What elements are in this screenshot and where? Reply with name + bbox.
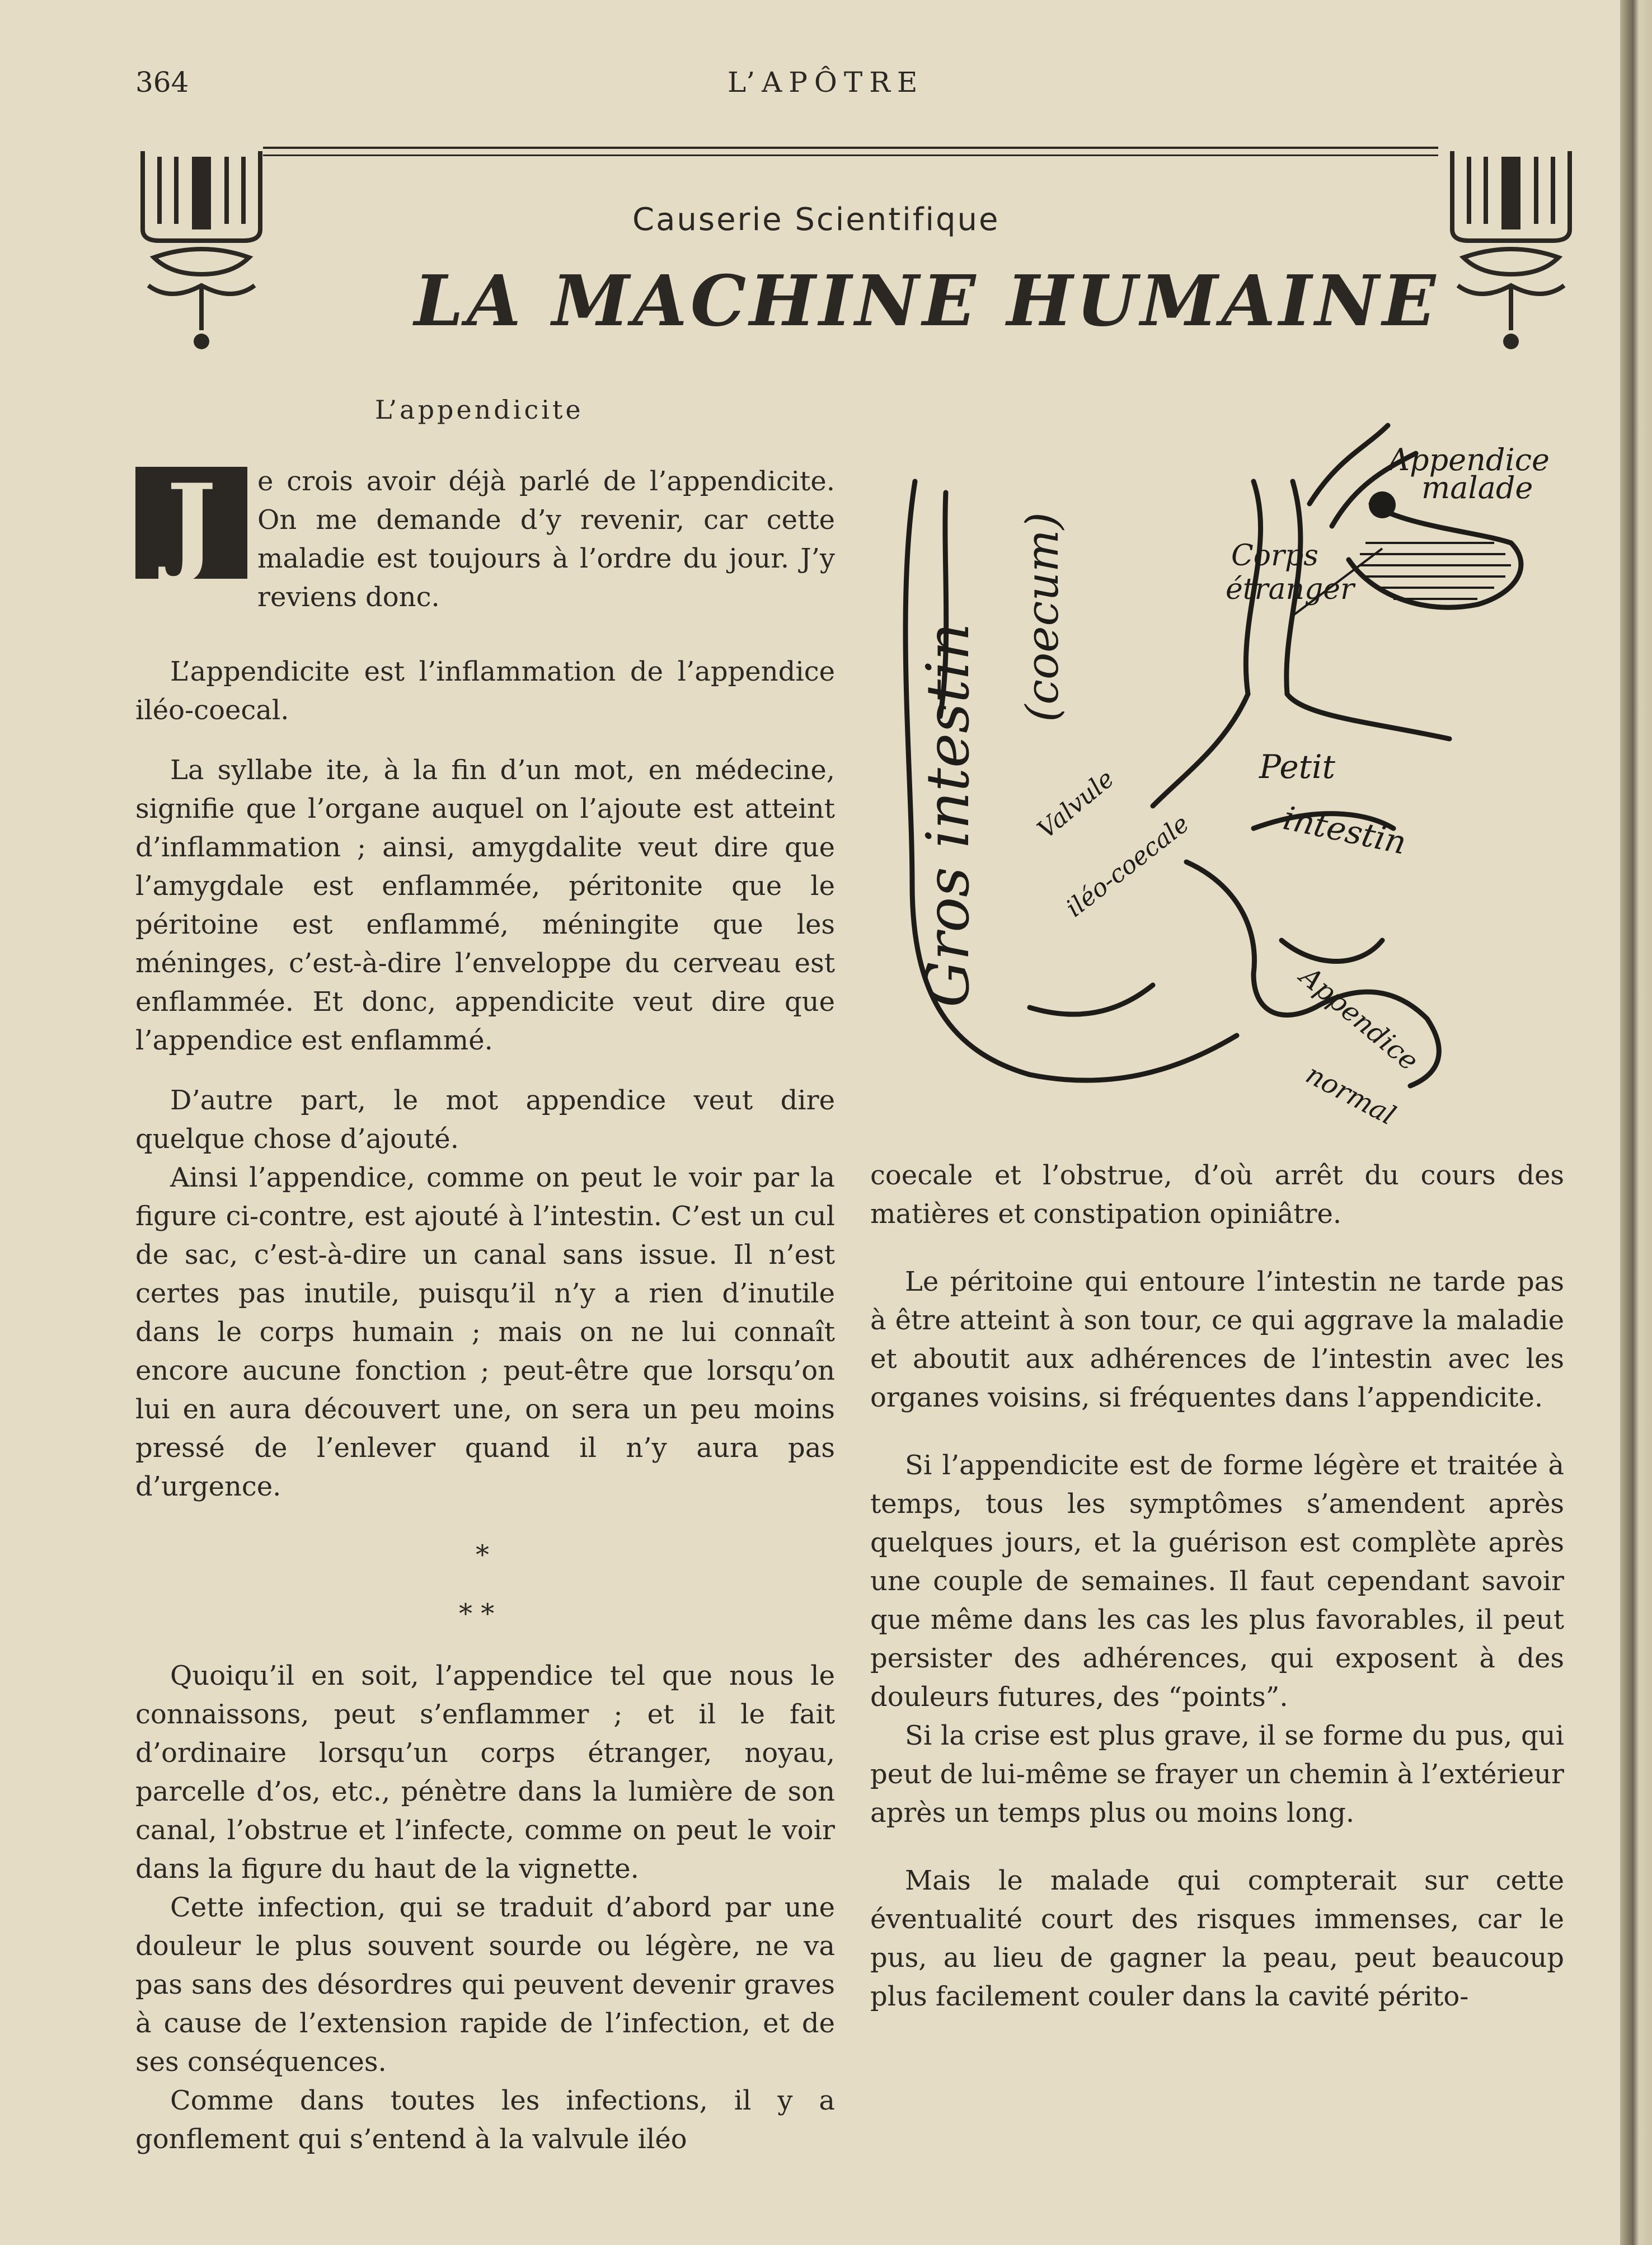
label-corps-2: étranger [1226,573,1354,606]
label-valvule-2: iléo-coecale [1060,809,1195,923]
page-number: 364 [135,66,189,99]
label-coecum: (coecum) [1016,512,1068,722]
asterism-bottom: * * [459,1598,495,1629]
kicker: Causerie Scientifique [632,201,1000,238]
paragraph: coecale et l’obstrue, d’où arrêt du cours des matières et constipation opiniâtre. [870,1160,1564,1230]
appendix-illustration [890,381,1550,1142]
paragraph: L’appendicite est l’inflammation de l’appendice iléo-coecal. [135,656,835,726]
ornament-left-icon [137,146,266,358]
section-title: L’appendicite [375,395,584,425]
left-column-lower [135,1657,835,2159]
paragraph-intro [135,462,835,617]
paragraph: Comme dans toutes les infections, il y a gonflement qui s’entend à la valvule iléo [135,2085,835,2155]
intro-text: e crois avoir déjà parlé de l’appendicite. On me demande d’y revenir, car cette maladie est toujours à l’ordre du jour. J’y reviens donc. [257,466,835,613]
running-title: L’APÔTRE [728,66,924,99]
label-appendice-normal-2: normal [1301,1058,1401,1132]
paragraph: Si l’appendicite est de forme légère et traitée à temps, tous les symptômes s’amendent après quelques jours, et la guérison est complète après une couple de semaines. Il faut cependant savoir que même dans les cas les plus favorables, il peut persister des adhérences, qui exposent à des douleurs futures, des “points”. [870,1450,1564,1713]
label-appendice-normal-1: Appendice [1294,960,1425,1077]
banner-rule [263,147,1438,156]
right-column [870,1156,1564,2016]
headline: LA MACHINE HUMAINE [414,260,1439,342]
page-edge [1620,0,1652,2245]
paragraph: Quoiqu’il en soit, l’appendice tel que nous le connaissons, peut s’enflammer ; et il le fait d’ordinaire lorsqu’un corps étranger, noyau, parcelle d’os, etc., pénètre dans la lumière de son canal, l’obstrue et l’infecte, comme on peut le voir dans la figure du haut de la vignette. [135,1660,835,1885]
paragraph: Ainsi l’appendice, comme on peut le voir par la figure ci-contre, est ajouté à l’intestin. C’est un cul de sac, c’est-à-dire un canal sans issue. Il n’est certes pas inutile, puisqu’il n’y a rien d’inutile dans le corps humain ; mais on ne lui connaît encore aucune fonction ; peut-être que lorsqu’on lui en aura découvert une, on sera un peu moins pressé de l’enlever quand il n’y aura pas d’urgence. [135,1162,835,1502]
label-corps-1: Corps [1231,539,1318,573]
label-valvule-1: Valvule [1032,764,1120,845]
paragraph: Cette infection, qui se traduit d’abord par une douleur le plus souvent sourde ou légère, ne va pas sans des désordres qui peuvent devenir graves à cause de l’extension rapide de l’infection, et de ses conséquences. [135,1892,835,2078]
label-appendice-malade-1: Appendice [1388,442,1550,477]
left-column [135,653,835,1506]
paragraph: Le péritoine qui entoure l’intestin ne tarde pas à être atteint à son tour, ce qui aggrave la maladie et aboutit aux adhérences de l’intestin avec les organes voisins, si fréquentes dans l’appendicite. [870,1266,1564,1413]
paragraph: Si la crise est plus grave, il se forme du pus, qui peut de lui-même se frayer un chemin à l’extérieur après un temps plus ou moins long. [870,1720,1564,1829]
label-appendice-malade-2: malade [1421,470,1533,505]
paragraph: Mais le malade qui compterait sur cette éventualité court des risques immenses, car le pus, au lieu de gagner la peau, peut beaucoup plus facilement couler dans la cavité périto- [870,1865,1564,2012]
ornament-right-icon [1447,146,1575,358]
asterism-top: * [476,1539,489,1571]
label-gros-intestin: Gros intestin [914,622,982,1007]
paragraph: D’autre part, le mot appendice veut dire quelque chose d’ajouté. [135,1085,835,1155]
label-petit-2: intestin [1280,799,1410,862]
dropcap: J [135,467,247,579]
paragraph: La syllabe ite, à la fin d’un mot, en médecine, signifie que l’organe auquel on l’ajoute est atteint d’inflammation ; ainsi, amygdalite veut dire que l’amygdale est enflammée, péritonite que le péritoine est enflammé, méningite que les méninges, c’est-à-dire l’enveloppe du cerveau est enflammée. Et donc, appendicite veut dire que l’appendice est enflammé. [135,754,835,1056]
label-petit-1: Petit [1259,748,1335,786]
